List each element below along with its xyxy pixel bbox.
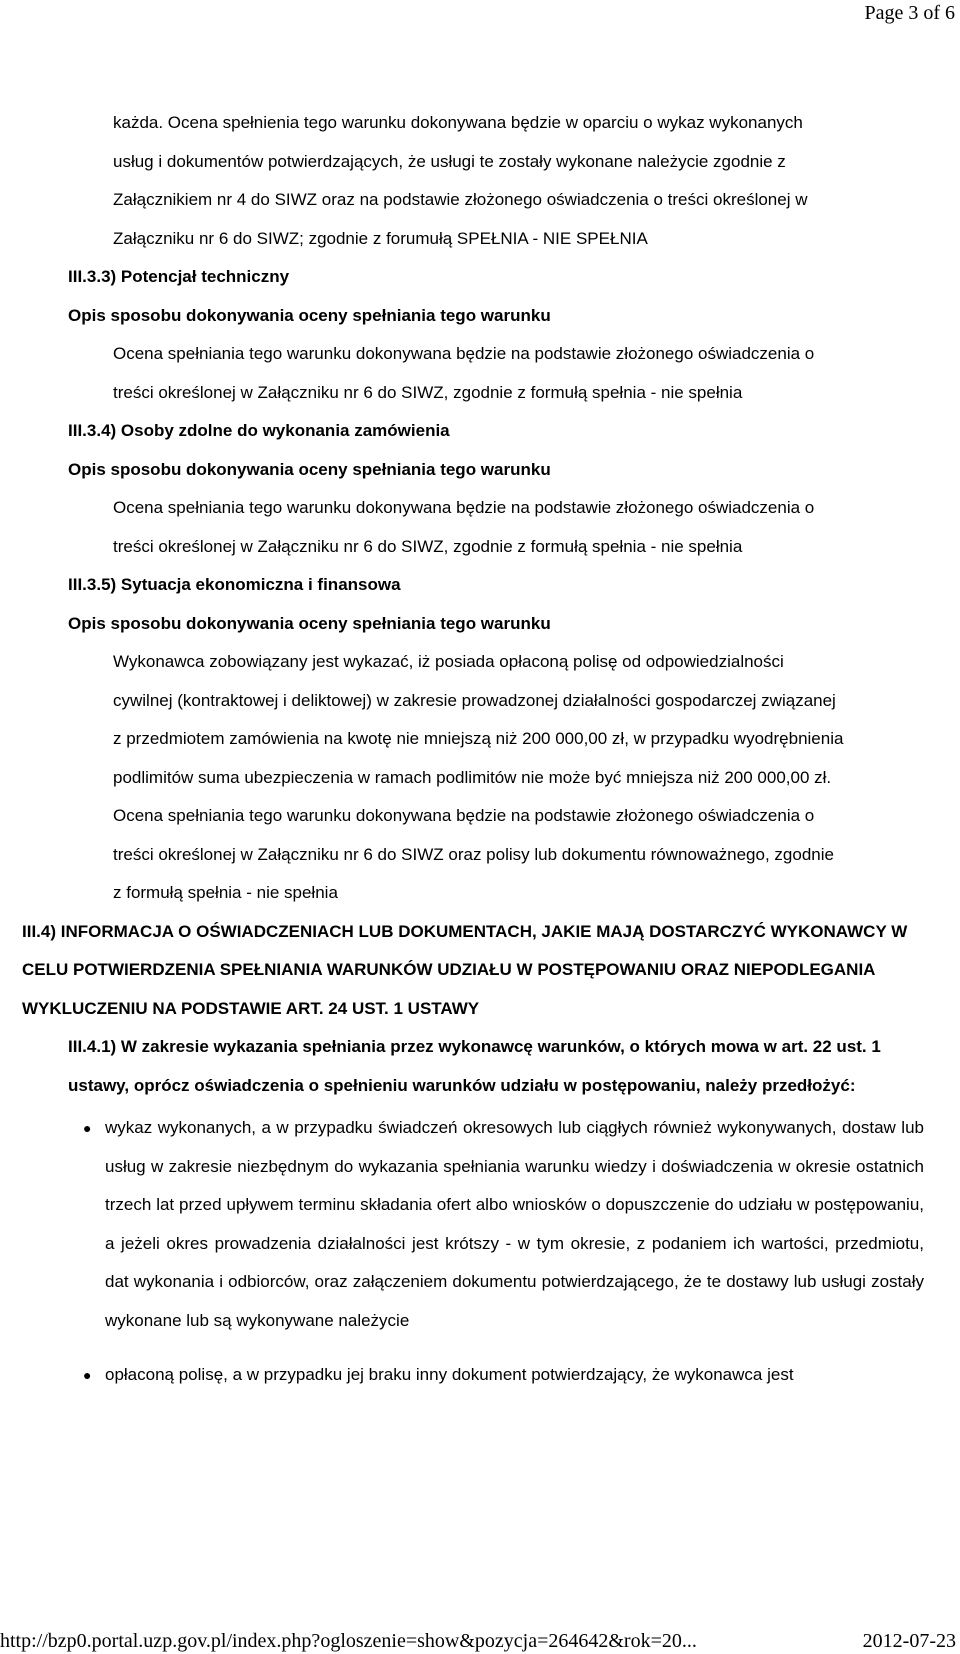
document-body [0,104,960,1395]
section-III-4 [0,913,960,1395]
list-item [0,1356,924,1395]
text-line: Ocena spełniania tego warunku dokonywana będzie na podstawie złożonego oświadczenia o [113,344,815,363]
text-line: z przedmiotem zamówienia na kwotę nie mniejszą niż 200 000,00 zł, w przypadku wyodrębnienia [113,729,844,748]
requirements-list [0,1109,960,1395]
text-line: z formułą spełnia - nie spełnia [113,883,338,902]
text-line: Ocena spełniania tego warunku dokonywana będzie na podstawie złożonego oświadczenia o [113,806,815,825]
footer-url: http://bzp0.portal.uzp.gov.pl/index.php?ogloszenie=show&pozycja=264642&rok=20... [0,1630,697,1652]
list-item [0,1109,924,1340]
text-line: treści określonej w Załączniku nr 6 do SIWZ, zgodnie z formułą spełnia - nie spełnia [113,536,743,556]
bullet-icon: ● [83,1120,92,1136]
section-heading: III.3.4) Osoby zdolne do wykonania zamówienia [68,421,450,440]
text-line: podlimitów suma ubezpieczenia w ramach podlimitów nie może być mniejsza niż 200 000,00 zł. [113,767,832,787]
section-heading: III.3.3) Potencjał techniczny [68,267,290,286]
section-heading: III.4) INFORMACJA O OŚWIADCZENIACH LUB DOKUMENTACH, JAKIE MAJĄ DOSTARCZYĆ WYKONAWCY W CELU POTWIERDZENIA SPEŁNIANIA WARUNKÓW UDZIAŁU W POSTĘPOWANIU ORAZ NIEPODLEGANIA WYKLUCZENIU NA PODSTAWIE ART. 24 UST. 1 USTAWY [22,921,908,1018]
text-line: każda. Ocena spełnienia tego warunku dokonywana będzie w oparciu o wykaz wykonanych [113,113,803,132]
section-III-3-4 [0,412,960,566]
text-line: usług i dokumentów potwierdzających, że usługi te zostały wykonane należycie zgodnie z [113,151,786,171]
page-number: Page 3 of 6 [864,2,955,24]
footer-date: 2012-07-23 [862,1630,956,1652]
page-footer [0,1628,956,1654]
text-line: Ocena spełniania tego warunku dokonywana będzie na podstawie złożonego oświadczenia o [113,498,815,517]
text-line: Załączniku nr 6 do SIWZ; zgodnie z forumułą SPEŁNIA - NIE SPEŁNIA [113,228,648,248]
text-line: Wykonawca zobowiązany jest wykazać, iż posiada opłaconą polisę od odpowiedzialności [113,652,784,671]
section-III-3-5 [0,566,960,913]
text-line: treści określonej w Załączniku nr 6 do SIWZ, zgodnie z formułą spełnia - nie spełnia [113,382,743,402]
section-subheading: Opis sposobu dokonywania oceny spełniania tego warunku [68,613,551,633]
section-III-3-3 [0,258,960,412]
section-subheading: III.4.1) W zakresie wykazania spełniania przez wykonawcę warunków, o których mowa w art. 22 ust. 1 ustawy, oprócz oświadczenia o spełnieniu warunków udziału w postępowaniu, należy przedłożyć: [68,1037,881,1095]
list-item-text: wykaz wykonanych, a w przypadku świadczeń okresowych lub ciągłych również wykonywanych, dostaw lub usług w zakresie niezbędnym do wykazania spełniania warunku wiedzy i doświadczenia w okresie ostatnich trzech lat przed upływem terminu składania ofert albo wniosków o dopuszczenie do udziału w postępowaniu, a jeżeli okres prowadzenia działalności jest krótszy - w tym okresie, z podaniem ich wartości, przedmiotu, dat wykonania i odbiorców, oraz załączeniem dokumentu potwierdzającego, że te dostawy lub usługi zostały wykonane lub są wykonywane należycie [105,1118,924,1330]
section-subheading: Opis sposobu dokonywania oceny spełniania tego warunku [68,459,551,479]
text-line: treści określonej w Załączniku nr 6 do SIWZ oraz polisy lub dokumentu równoważnego, zgodnie [113,844,834,864]
section-subheading: Opis sposobu dokonywania oceny spełniania tego warunku [68,305,551,325]
text-line: Załącznikiem nr 4 do SIWZ oraz na podstawie złożonego oświadczenia o treści określonej w [113,190,808,209]
section-heading: III.3.5) Sytuacja ekonomiczna i finansowa [68,575,401,594]
bullet-icon: ● [83,1367,92,1383]
text-line: cywilnej (kontraktowej i deliktowej) w zakresie prowadzonej działalności gospodarczej związanej [113,690,836,710]
list-item-text: opłaconą polisę, a w przypadku jej braku inny dokument potwierdzający, że wykonawca jest [105,1365,794,1384]
intro-paragraph [0,104,960,258]
